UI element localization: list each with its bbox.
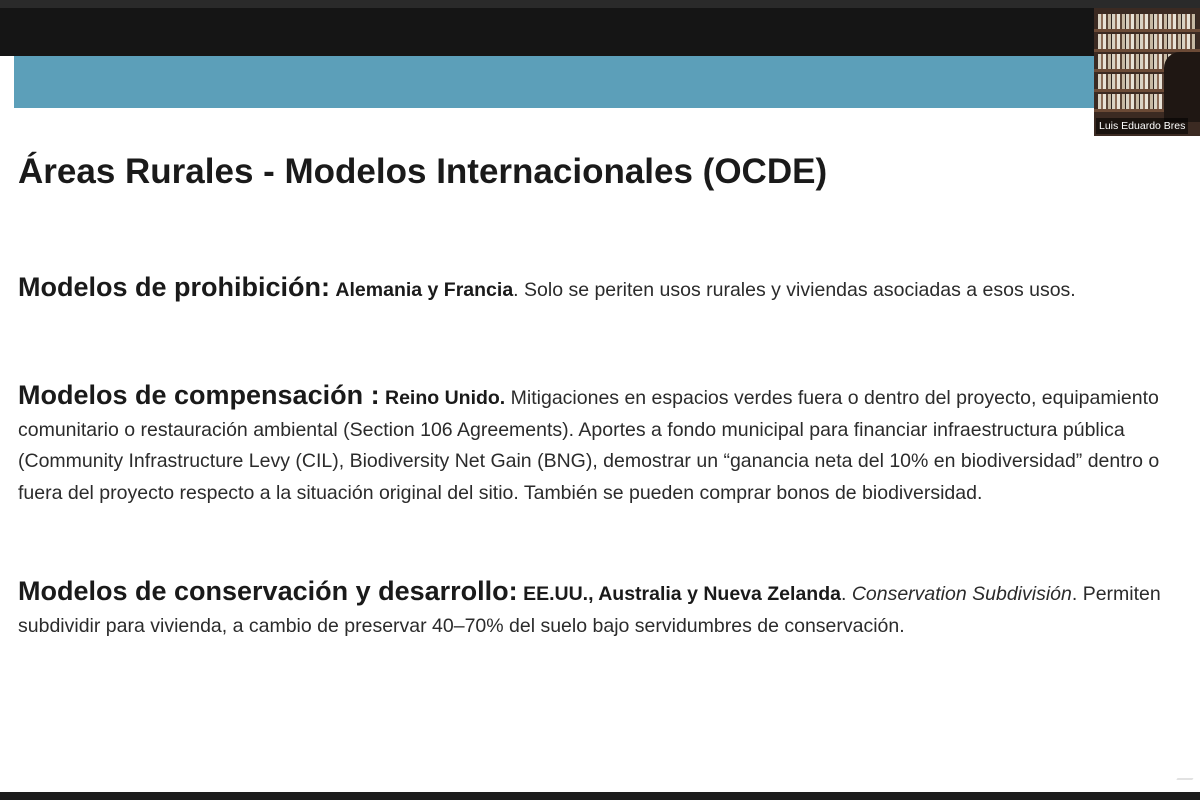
- section-heading: Modelos de compensación :: [18, 380, 380, 410]
- section-text: . Solo se periten usos rurales y viviendas asociadas a esos usos.: [513, 279, 1076, 301]
- meeting-top-bar: [0, 0, 1200, 56]
- bookshelf-shelf: [1094, 29, 1200, 32]
- section-countries: Reino Unido.: [384, 387, 506, 409]
- section-italic-term: Conservation Subdivisión: [851, 583, 1072, 605]
- section-countries: Alemania y Francia: [335, 279, 514, 301]
- slide-title: Áreas Rurales - Modelos Internacionales (OCDE): [18, 152, 828, 191]
- section-text-prefix: .: [840, 583, 852, 605]
- participant-video-tile[interactable]: [1094, 8, 1200, 136]
- section-text: . Permiten subdividir para vivienda, a cambio de preservar 40–70% del suelo bajo servidumbres de conservación.: [18, 583, 1161, 637]
- window-top-strip: [0, 0, 1200, 8]
- bookshelf-books: [1098, 34, 1196, 49]
- slide-left-edge: [0, 56, 14, 108]
- slide-header-banner: [14, 56, 1200, 108]
- bookshelf-books: [1098, 14, 1196, 29]
- section-heading: Modelos de prohibición:: [18, 272, 330, 302]
- section-compensation: [18, 380, 1168, 509]
- section-prohibition: [18, 272, 1168, 307]
- participant-silhouette: [1164, 52, 1200, 122]
- section-text: Mitigaciones en espacios verdes fuera o dentro del proyecto, equipamiento comunitario o restauración ambiental (Section 106 Agreements). Aportes a fondo municipal para financiar infraestructura pública (Community Infrastructure Levy (CIL), Biodiversity Net Gain (BNG), demostrar un “ganancia neta del 10% en biodiversidad” dentro o fuera del proyecto respecto a la situación original del sitio. También se pueden comprar bonos de biodiversidad.: [18, 387, 1160, 504]
- participant-name-label: Luis Eduardo Bres: [1096, 118, 1188, 134]
- meeting-bottom-bar: [0, 792, 1200, 800]
- section-countries: EE.UU., Australia y Nueva Zelanda: [523, 583, 841, 605]
- section-heading: Modelos de conservación y desarrollo:: [18, 576, 518, 606]
- section-conservation: [18, 576, 1168, 642]
